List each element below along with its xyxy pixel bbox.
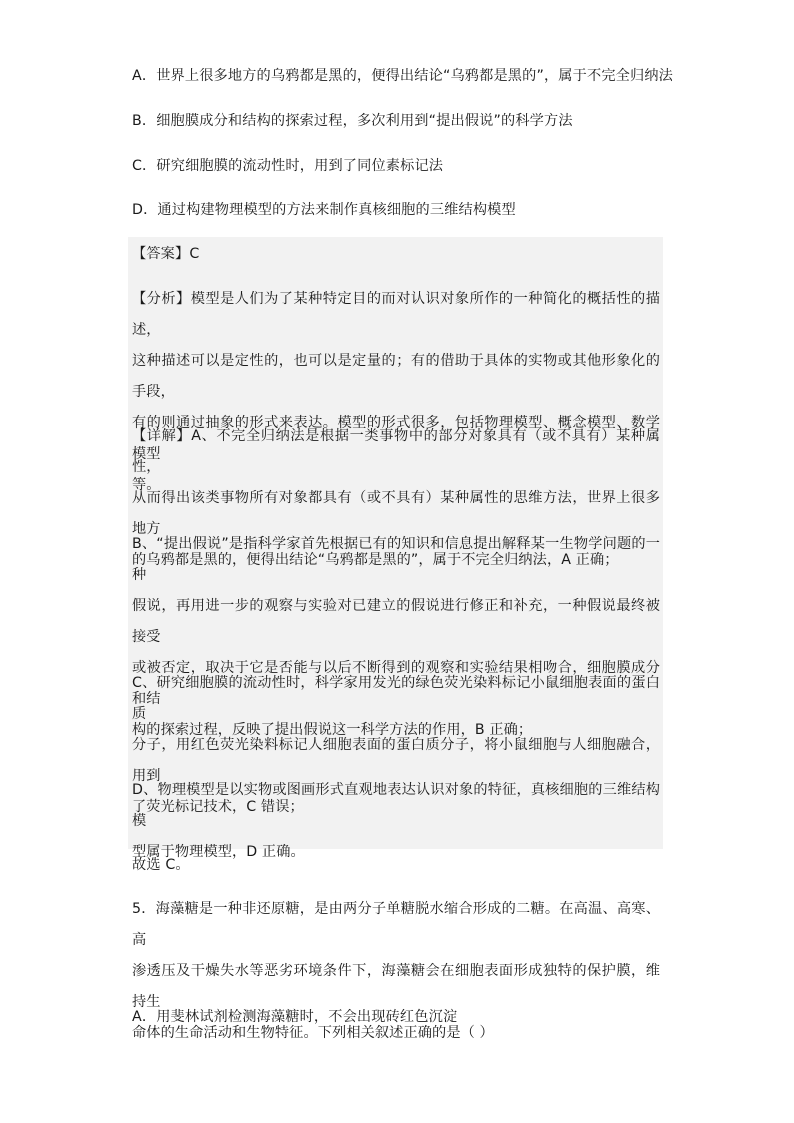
detail-d-line: 型属于物理模型，D 正确。 xyxy=(132,844,305,860)
option-a: A．世界上很多地方的乌鸦都是黑的，便得出结论“乌鸦都是黑的”，属于不完全归纳法 xyxy=(132,68,674,84)
option-d: D．通过构建物理模型的方法来制作真核细胞的三维结构模型 xyxy=(132,202,516,218)
option-c: C．研究细胞膜的流动性时，用到了同位素标记法 xyxy=(132,158,444,174)
detail-c-line: C、研究细胞膜的流动性时，科学家用发光的绿色荧光染料标记小鼠细胞表面的蛋白质 xyxy=(132,675,660,722)
question5-option-a: A．用斐林试剂检测海藻糖时，不会出现砖红色沉淀 xyxy=(132,1009,458,1025)
detail-c-line: 了荧光标记技术，C 错误； xyxy=(132,799,304,815)
detail-a-line: 从而得出该类事物所有对象都具有（或不具有）某种属性的思维方法，世界上很多地方 xyxy=(132,490,660,537)
question5-stem-line: 5．海藻糖是一种非还原糖，是由两分子单糖脱水缩合形成的二糖。在高温、高寒、高 xyxy=(132,901,660,948)
analysis-line: 等。 xyxy=(132,477,161,493)
detail-a-line: 的乌鸦都是黑的，便得出结论“乌鸦都是黑的”，属于不完全归纳法，A 正确； xyxy=(132,552,619,568)
detail-a-line: 【详解】A、不完全归纳法是根据一类事物中的部分对象具有（或不具有）某种属性， xyxy=(132,428,660,475)
detail-d-line: D、物理模型是以实物或图画形式直观地表达认识对象的特征，真核细胞的三维结构模 xyxy=(132,782,660,829)
detail-b-line: B、“提出假说”是指科学家首先根据已有的知识和信息提出解释某一生物学问题的一种 xyxy=(132,536,660,583)
detail-b-line: 构的探索过程，反映了提出假说这一科学方法的作用，B 正确； xyxy=(132,722,533,738)
detail-b-line: 假说，再用进一步的观察与实验对已建立的假说进行修正和补充，一种假说最终被接受 xyxy=(132,598,660,645)
conclusion-text: 故选 C。 xyxy=(132,857,190,873)
answer-label: 【答案】C xyxy=(132,246,200,262)
question5-stem-line: 命体的生命活动和生物特征。下列相关叙述正确的是（ ） xyxy=(132,1025,494,1041)
detail-b-line: 或被否定，取决于它是否能与以后不断得到的观察和实验结果相吻合，细胞膜成分和结 xyxy=(132,660,660,707)
option-b: B．细胞膜成分和结构的探索过程，多次利用到“提出假说”的科学方法 xyxy=(132,113,573,129)
analysis-line: 【分析】模型是人们为了某种特定目的而对认识对象所作的一种简化的概括性的描述， xyxy=(132,291,660,338)
analysis-line: 有的则通过抽象的形式来表达。模型的形式很多，包括物理模型、概念模型、数学模型 xyxy=(132,415,660,462)
question5-stem-line: 渗透压及干燥失水等恶劣环境条件下，海藻糖会在细胞表面形成独特的保护膜，维持生 xyxy=(132,963,660,1010)
detail-c-line: 分子，用红色荧光染料标记人细胞表面的蛋白质分子，将小鼠细胞与人细胞融合，用到 xyxy=(132,737,660,784)
analysis-line: 这种描述可以是定性的，也可以是定量的；有的借助于具体的实物或其他形象化的手段， xyxy=(132,353,660,400)
